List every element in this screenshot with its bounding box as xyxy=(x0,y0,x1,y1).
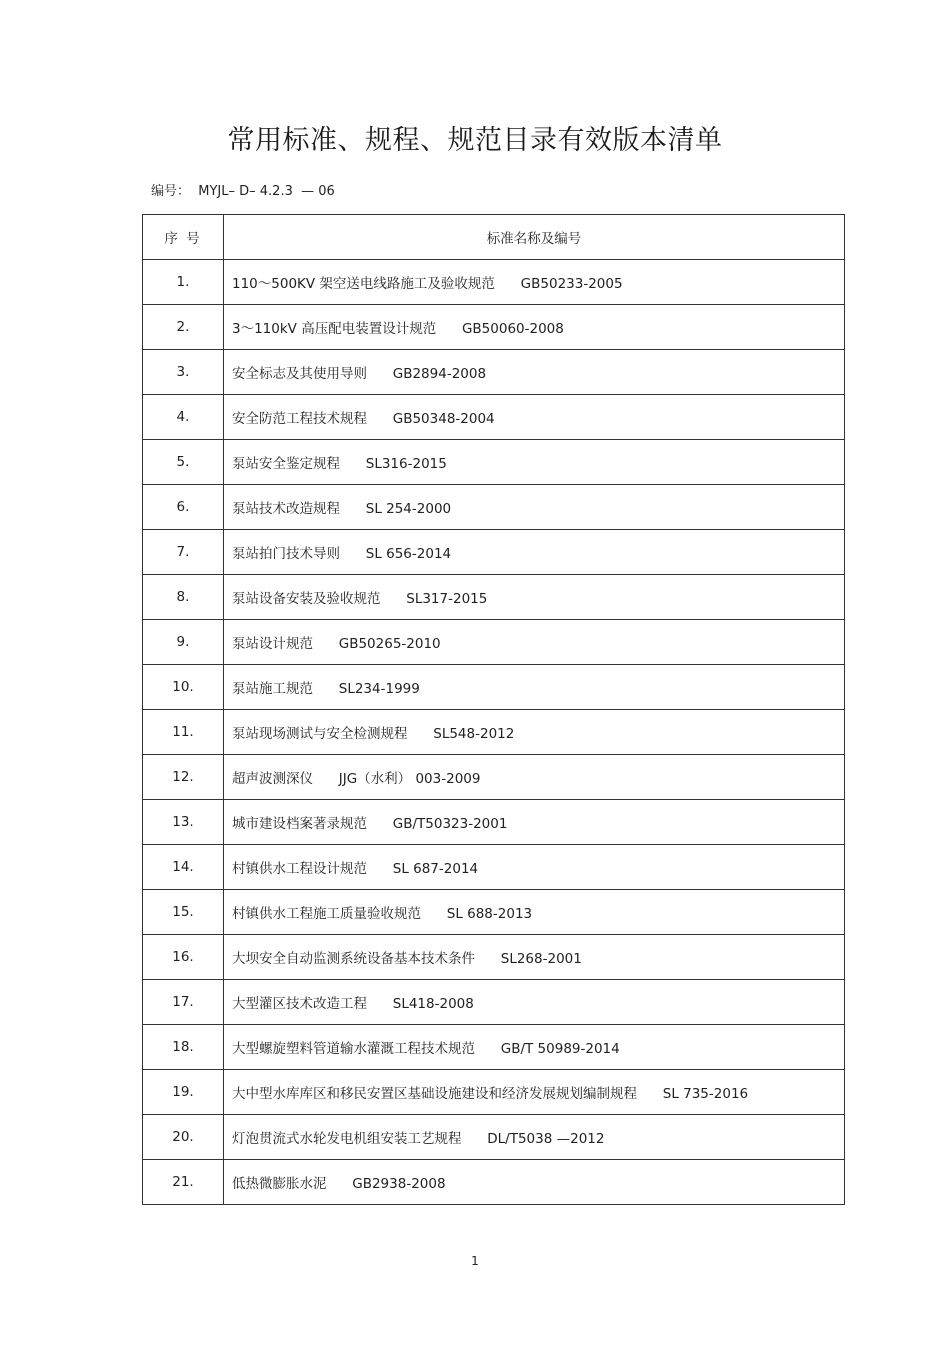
table-row xyxy=(143,395,845,440)
row-number: 11. xyxy=(143,710,224,755)
table-row xyxy=(143,575,845,620)
standard-code: GB2938-2008 xyxy=(352,1176,446,1192)
standard-cell xyxy=(224,710,845,755)
table-row xyxy=(143,305,845,350)
standard-cell xyxy=(224,575,845,620)
table-row xyxy=(143,620,845,665)
standard-code: SL 688-2013 xyxy=(446,906,533,922)
row-number: 12. xyxy=(143,755,224,800)
row-number: 9. xyxy=(143,620,224,665)
standard-name: 大坝安全自动监测系统设备基本技术条件 xyxy=(232,951,475,967)
standard-code: SL 656-2014 xyxy=(365,546,452,562)
standard-code: SL548-2012 xyxy=(433,726,515,742)
row-number: 15. xyxy=(143,890,224,935)
header-sequence: 序 号 xyxy=(143,215,224,260)
standard-name: 3～110kV 高压配电装置设计规范 xyxy=(232,321,437,337)
standard-cell xyxy=(224,665,845,710)
row-number: 20. xyxy=(143,1115,224,1160)
standards-table xyxy=(142,214,845,1205)
standard-name: 泵站设备安装及验收规范 xyxy=(232,591,381,607)
row-number: 14. xyxy=(143,845,224,890)
page-number: 1 xyxy=(471,1254,479,1268)
standard-code: SL268-2001 xyxy=(500,951,582,967)
table-row xyxy=(143,1160,845,1205)
standard-name: 泵站拍门技术导则 xyxy=(232,546,340,562)
standard-code: SL316-2015 xyxy=(365,456,447,472)
standard-cell xyxy=(224,890,845,935)
standard-name: 泵站现场测试与安全检测规程 xyxy=(232,726,408,742)
standard-code: DL/T5038 —2012 xyxy=(487,1131,605,1147)
standard-cell xyxy=(224,395,845,440)
row-number: 21. xyxy=(143,1160,224,1205)
row-number: 4. xyxy=(143,395,224,440)
standard-name: 低热微膨胀水泥 xyxy=(232,1176,327,1192)
standard-cell xyxy=(224,800,845,845)
standard-cell xyxy=(224,1160,845,1205)
row-number: 7. xyxy=(143,530,224,575)
document-number xyxy=(151,180,335,199)
standard-code: GB50348-2004 xyxy=(392,411,495,427)
row-number: 5. xyxy=(143,440,224,485)
standard-cell xyxy=(224,1115,845,1160)
table-row xyxy=(143,935,845,980)
table-row xyxy=(143,845,845,890)
standard-code: SL 735-2016 xyxy=(662,1086,749,1102)
standard-cell xyxy=(224,1025,845,1070)
table-row xyxy=(143,710,845,755)
standard-code: JJG（水利） 003-2009 xyxy=(338,771,481,787)
standard-name: 超声波测深仪 xyxy=(232,771,313,787)
table-row xyxy=(143,1070,845,1115)
standard-name: 泵站设计规范 xyxy=(232,636,313,652)
standard-cell xyxy=(224,620,845,665)
standard-code: GB50233-2005 xyxy=(520,276,623,292)
standard-code: SL317-2015 xyxy=(406,591,488,607)
standard-name: 村镇供水工程设计规范 xyxy=(232,861,367,877)
table-row xyxy=(143,800,845,845)
table-row xyxy=(143,1115,845,1160)
header-standard-name: 标准名称及编号 xyxy=(224,215,845,260)
standard-code: SL234-1999 xyxy=(338,681,420,697)
table-row xyxy=(143,350,845,395)
standard-code: GB/T50323-2001 xyxy=(392,816,508,832)
standard-name: 泵站技术改造规程 xyxy=(232,501,340,517)
table-row xyxy=(143,260,845,305)
standard-name: 大型灌区技术改造工程 xyxy=(232,996,367,1012)
table-row xyxy=(143,1025,845,1070)
row-number: 8. xyxy=(143,575,224,620)
table-row xyxy=(143,530,845,575)
standard-cell xyxy=(224,845,845,890)
table-row xyxy=(143,755,845,800)
table-body xyxy=(143,260,845,1205)
standard-name: 安全标志及其使用导则 xyxy=(232,366,367,382)
standard-code: GB50060-2008 xyxy=(461,321,564,337)
standard-code: SL 254-2000 xyxy=(365,501,452,517)
table-row xyxy=(143,980,845,1025)
standard-name: 城市建设档案著录规范 xyxy=(232,816,367,832)
page-title: 常用标准、规程、规范目录有效版本清单 xyxy=(227,125,723,156)
row-number: 6. xyxy=(143,485,224,530)
standard-name: 泵站安全鉴定规程 xyxy=(232,456,340,472)
standard-code: SL 687-2014 xyxy=(392,861,479,877)
standard-cell xyxy=(224,935,845,980)
standard-name: 大型螺旋塑料管道输水灌溉工程技术规范 xyxy=(232,1041,475,1057)
standard-name: 泵站施工规范 xyxy=(232,681,313,697)
standard-cell xyxy=(224,350,845,395)
standard-code: SL418-2008 xyxy=(392,996,474,1012)
row-number: 13. xyxy=(143,800,224,845)
standard-name: 大中型水库库区和移民安置区基础设施建设和经济发展规划编制规程 xyxy=(232,1086,637,1102)
document-number-text: 编号： MYJL– D– 4.2.3 — 06 xyxy=(151,184,335,199)
table-header-row xyxy=(143,215,845,260)
standard-cell xyxy=(224,1070,845,1115)
row-number: 17. xyxy=(143,980,224,1025)
row-number: 19. xyxy=(143,1070,224,1115)
row-number: 18. xyxy=(143,1025,224,1070)
standard-name: 灯泡贯流式水轮发电机组安装工艺规程 xyxy=(232,1131,462,1147)
standard-cell xyxy=(224,485,845,530)
row-number: 1. xyxy=(143,260,224,305)
table-row xyxy=(143,665,845,710)
row-number: 2. xyxy=(143,305,224,350)
table-row xyxy=(143,440,845,485)
table-row xyxy=(143,485,845,530)
standard-cell xyxy=(224,755,845,800)
standard-cell xyxy=(224,260,845,305)
standard-cell xyxy=(224,440,845,485)
standard-name: 110～500KV 架空送电线路施工及验收规范 xyxy=(232,276,495,292)
standard-cell xyxy=(224,530,845,575)
table-row xyxy=(143,890,845,935)
row-number: 3. xyxy=(143,350,224,395)
row-number: 10. xyxy=(143,665,224,710)
standard-code: GB50265-2010 xyxy=(338,636,441,652)
standard-name: 村镇供水工程施工质量验收规范 xyxy=(232,906,421,922)
standard-code: GB/T 50989-2014 xyxy=(500,1041,620,1057)
standard-cell xyxy=(224,305,845,350)
row-number: 16. xyxy=(143,935,224,980)
standard-code: GB2894-2008 xyxy=(392,366,487,382)
standard-name: 安全防范工程技术规程 xyxy=(232,411,367,427)
standard-cell xyxy=(224,980,845,1025)
